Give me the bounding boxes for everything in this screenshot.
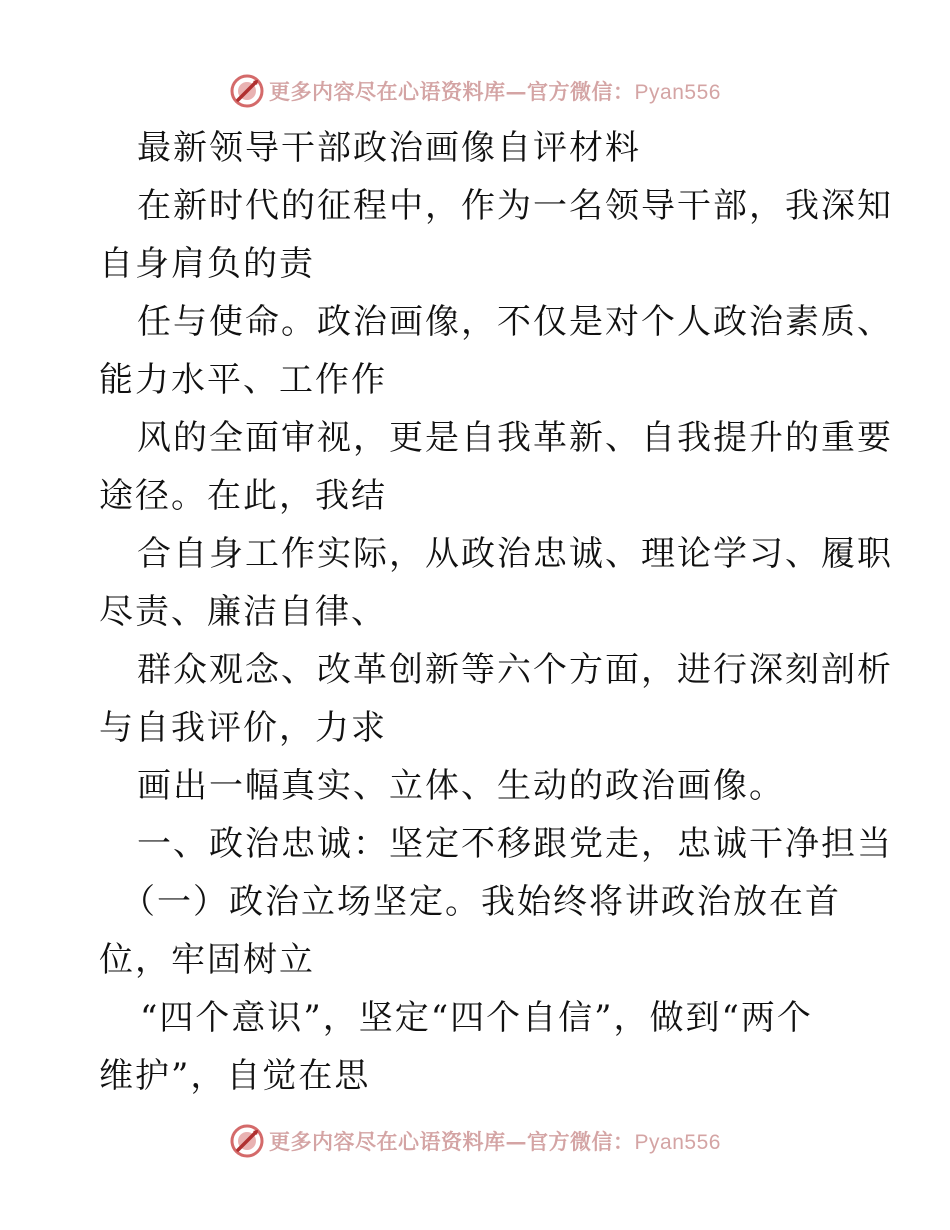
footer-watermark-text: 更多内容尽在心语资料库—官方微信：Pyan556 <box>269 1129 721 1154</box>
document-title: 最新领导干部政治画像自评材料 <box>137 128 641 168</box>
paragraph-line: 尽责、廉洁自律、 <box>99 592 387 632</box>
brand-logo-icon <box>229 1123 265 1159</box>
paragraph-line: 与自我评价，力求 <box>99 708 387 748</box>
section-heading: 一、政治忠诚：坚定不移跟党走，忠诚干净担当 <box>137 824 893 864</box>
paragraph-line: 风的全面审视，更是自我革新、自我提升的重要 <box>137 418 893 458</box>
footer-watermark <box>0 1121 950 1161</box>
header-watermark-text: 更多内容尽在心语资料库—官方微信：Pyan556 <box>269 79 721 104</box>
paragraph-line: “四个意识”，坚定“四个自信”，做到“两个 <box>140 998 813 1038</box>
paragraph-line: 画出一幅真实、立体、生动的政治画像。 <box>137 766 785 806</box>
header-watermark <box>0 71 950 111</box>
paragraph-line: 位，牢固树立 <box>99 940 315 980</box>
paragraph-line: 自身肩负的责 <box>99 244 315 284</box>
paragraph-line: 途径。在此，我结 <box>99 476 387 516</box>
paragraph-line: 群众观念、改革创新等六个方面，进行深刻剖析 <box>137 650 893 690</box>
subsection-line: （一）政治立场坚定。我始终将讲政治放在首 <box>121 882 841 922</box>
paragraph-line: 任与使命。政治画像，不仅是对个人政治素质、 <box>137 302 893 342</box>
paragraph-line: 能力水平、工作作 <box>99 360 387 400</box>
brand-logo-icon <box>229 73 265 109</box>
paragraph-line: 在新时代的征程中，作为一名领导干部，我深知 <box>137 186 893 226</box>
paragraph-line: 合自身工作实际，从政治忠诚、理论学习、履职 <box>137 534 893 574</box>
paragraph-line: 维护”，自觉在思 <box>99 1056 371 1096</box>
